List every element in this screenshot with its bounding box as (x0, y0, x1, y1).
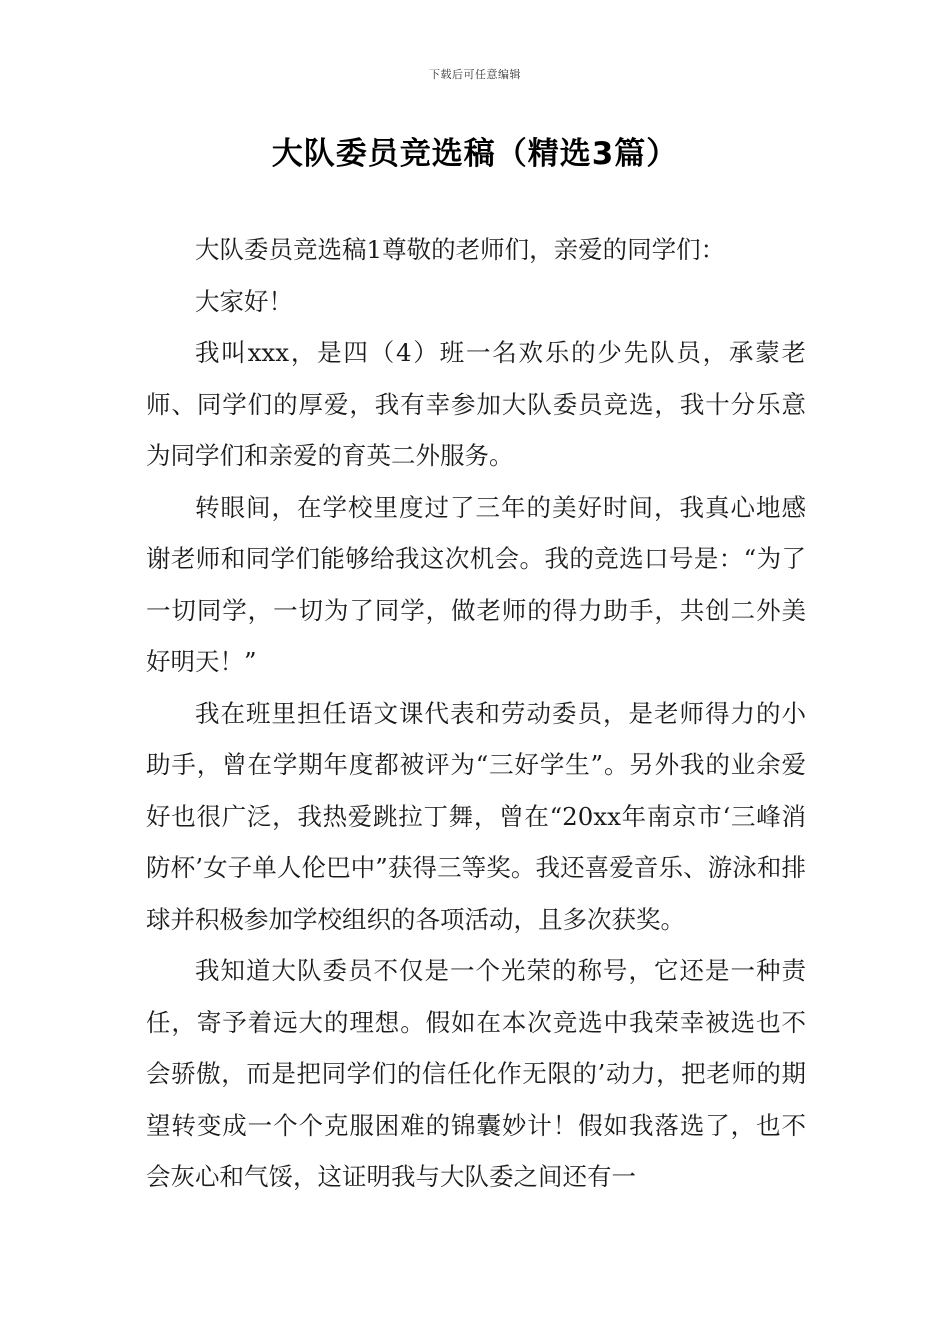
paragraph-responsibility: 我知道大队委员不仅是一个光荣的称号，它还是一种责任，寄予着远大的理想。假如在本次竞选中我荣幸被选也不会骄傲，而是把同学们的信任化作无限的’动力，把老师的期望转变成一个个克服困难的锦囊妙计！假如我落选了，也不会灰心和气馁，这证明我与大队委之间还有一 (146, 956, 806, 1191)
paragraph-slogan: 转眼间，在学校里度过了三年的美好时间，我真心地感谢老师和同学们能够给我这次机会。我的竞选口号是：“为了一切同学，一切为了同学，做老师的得力助手，共创二外美好明天！” (146, 492, 806, 676)
paragraph-greeting: 大家好！ (195, 286, 293, 316)
document-body (146, 224, 806, 1203)
paragraph-salutation: 大队委员竞选稿1尊敬的老师们，亲爱的同学们： (195, 235, 726, 264)
header-note: 下载后可任意编辑 (429, 68, 521, 81)
paragraph-achievements: 我在班里担任语文课代表和劳动委员，是老师得力的小助手，曾在学期年度都被评为“三好学生”。另外我的业余爱好也很广泛，我热爱跳拉丁舞，曾在“20xx年南京市‘三峰消防杯’女子单人伦巴中”获得三等奖。我还喜爱音乐、游泳和排球并积极参加学校组织的各项活动，且多次获奖。 (146, 698, 806, 934)
document-title: 大队委员竞选稿（精选3篇） (271, 136, 679, 172)
paragraph-introduction: 我叫xxx，是四（4）班一名欢乐的少先队员，承蒙老师、同学们的厚爱，我有幸参加大队委员竞选，我十分乐意为同学们和亲爱的育英二外服务。 (146, 338, 806, 470)
